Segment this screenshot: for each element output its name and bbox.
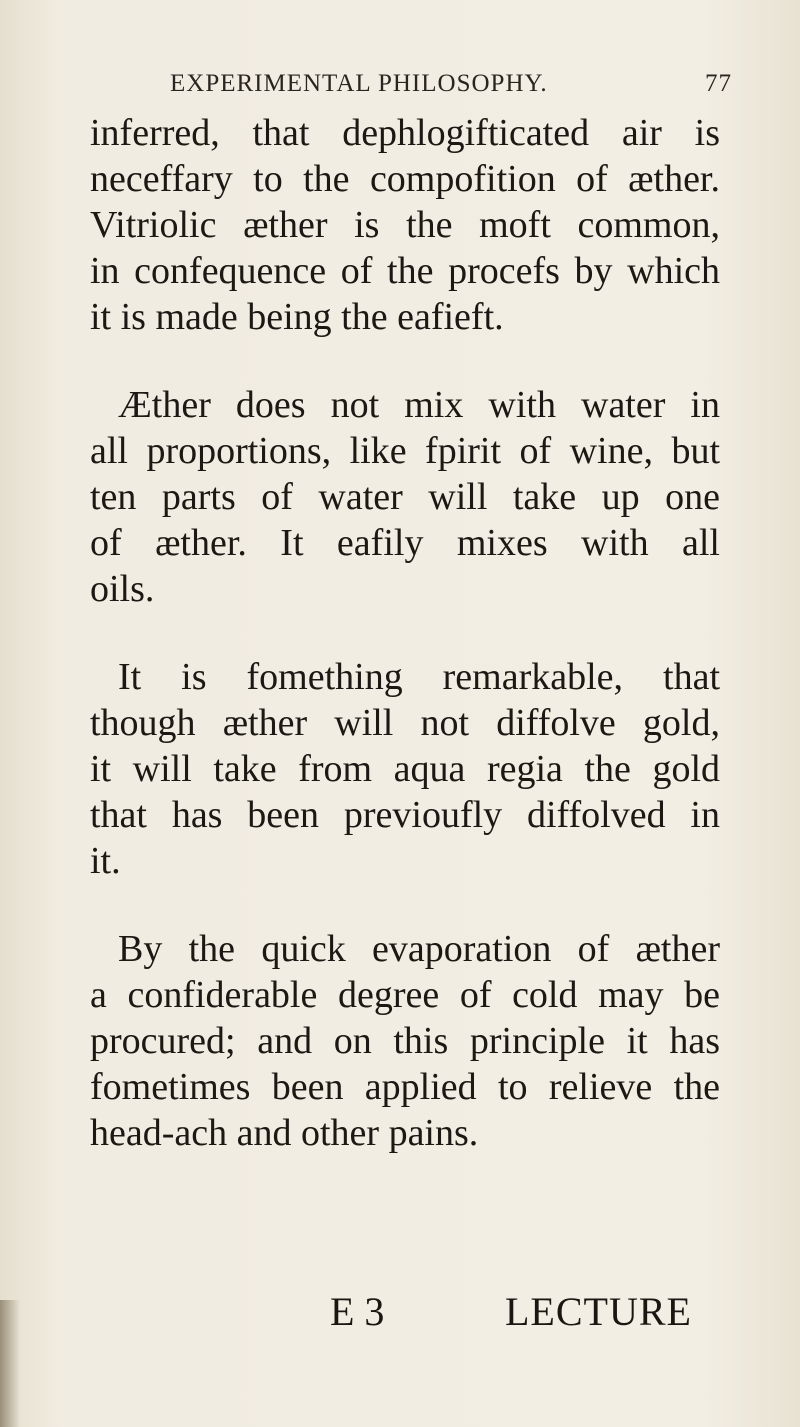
paragraph xyxy=(90,110,720,340)
text-line: it. xyxy=(90,840,121,882)
text-line: head-ach and other pains. xyxy=(90,1112,479,1154)
text-line: It is fomething remarkable, that xyxy=(118,656,720,698)
text-line: of æther. It eafily mixes with all xyxy=(90,522,720,564)
text-line: it will take from aqua regia the gold xyxy=(90,748,720,790)
text-line: oils. xyxy=(90,568,155,610)
text-line: fometimes been applied to relieve the xyxy=(90,1066,720,1108)
running-header xyxy=(170,70,730,110)
text-line: Æther does not mix with water in xyxy=(118,384,720,426)
text-line: procured; and on this principle it has xyxy=(90,1020,720,1062)
text-line: neceffary to the compofition of æther. xyxy=(90,158,720,200)
text-line: ten parts of water will take up one xyxy=(90,476,720,518)
paragraph xyxy=(90,382,720,612)
text-line: that has been previoufly diffolved in xyxy=(90,794,720,836)
signature-mark: E 3 xyxy=(330,1289,385,1334)
page-edge-shadow xyxy=(0,1300,20,1427)
body-text xyxy=(90,110,720,1156)
text-line: it is made being the eafieft. xyxy=(90,296,504,338)
catchword: LECTURE xyxy=(505,1289,692,1334)
running-title: EXPERIMENTAL PHILOSOPHY. xyxy=(170,70,548,97)
text-line: though æther will not diffolve gold, xyxy=(90,702,720,744)
page-footer xyxy=(330,1288,720,1338)
text-line: inferred, that dephlogifticated air is xyxy=(90,112,720,154)
text-line: By the quick evaporation of æther xyxy=(118,928,720,970)
paragraph xyxy=(90,926,720,1156)
text-line: Vitriolic æther is the moft common, xyxy=(90,204,720,246)
paragraph xyxy=(90,654,720,884)
text-line: in confequence of the procefs by which xyxy=(90,250,720,292)
text-line: a confiderable degree of cold may be xyxy=(90,974,720,1016)
page-number: 77 xyxy=(705,70,732,97)
text-line: all proportions, like fpirit of wine, but xyxy=(90,430,720,472)
